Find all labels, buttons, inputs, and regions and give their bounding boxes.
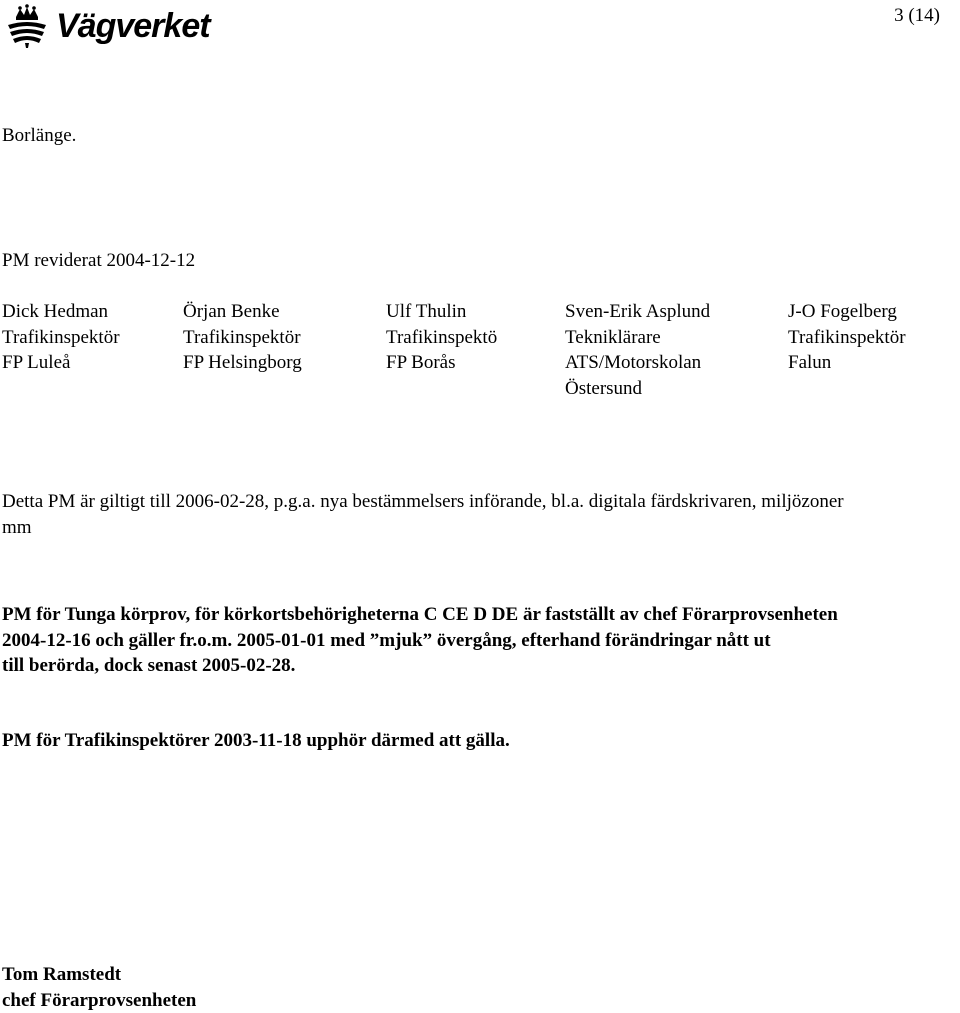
- signatory-title: Trafikinspektör: [788, 326, 906, 348]
- signatory-4: [565, 299, 710, 401]
- signatory-title: Trafikinspektör: [183, 326, 301, 348]
- signature-role: chef Förarprovsenheten: [2, 990, 197, 1011]
- signatory-title: Trafikinspektör: [2, 326, 120, 348]
- signatory-name: Ulf Thulin: [386, 301, 467, 322]
- validity-text-line-2: mm: [2, 517, 32, 538]
- signatory-location: ATS/Motorskolan: [565, 352, 702, 373]
- signatory-2: [183, 299, 302, 376]
- signatory-location: Falun: [788, 352, 832, 373]
- signatory-5: [788, 299, 906, 376]
- vagverket-logo: [4, 2, 210, 50]
- signatory-title: Trafikinspektö: [386, 326, 498, 348]
- signatory-name: Sven-Erik Asplund: [565, 301, 711, 322]
- decision-text-line-2: 2004-12-16 och gäller fr.o.m. 2005-01-01 med ”mjuk” övergång, efterhand förändringar nått ut: [2, 630, 771, 651]
- signatory-name: J-O Fogelberg: [788, 301, 897, 322]
- decision-text-line-1: PM för Tunga körprov, för körkortsbehörigheterna C CE D DE är fastställt av chef Förarprovsenheten: [2, 604, 838, 625]
- signatory-3: [386, 299, 497, 376]
- decision-text-line-3: till berörda, dock senast 2005-02-28.: [2, 655, 296, 676]
- place-text: Borlänge.: [2, 125, 77, 146]
- signatory-name: Dick Hedman: [2, 301, 109, 322]
- cessation-text: PM för Trafikinspektörer 2003-11-18 upphör därmed att gälla.: [2, 730, 510, 751]
- validity-text-line-1: Detta PM är giltigt till 2006-02-28, p.g.a. nya bestämmelsers införande, bl.a. digitala färdskrivaren, miljözoner: [2, 491, 844, 512]
- signatory-1: [2, 299, 120, 376]
- signatory-location: FP Borås: [386, 352, 456, 373]
- signatory-title: Tekniklärare: [565, 326, 661, 348]
- logo-wordmark: Vägverket: [56, 7, 210, 45]
- revision-date: PM reviderat 2004-12-12: [2, 250, 196, 271]
- signature-name: Tom Ramstedt: [2, 964, 122, 985]
- signatory-name: Örjan Benke: [183, 301, 280, 322]
- signatory-location: FP Helsingborg: [183, 352, 302, 373]
- signatory-extra: Östersund: [565, 377, 643, 399]
- signatory-location: FP Luleå: [2, 352, 71, 373]
- page-number: 3 (14): [894, 5, 940, 26]
- crown-emblem-icon: [4, 3, 50, 49]
